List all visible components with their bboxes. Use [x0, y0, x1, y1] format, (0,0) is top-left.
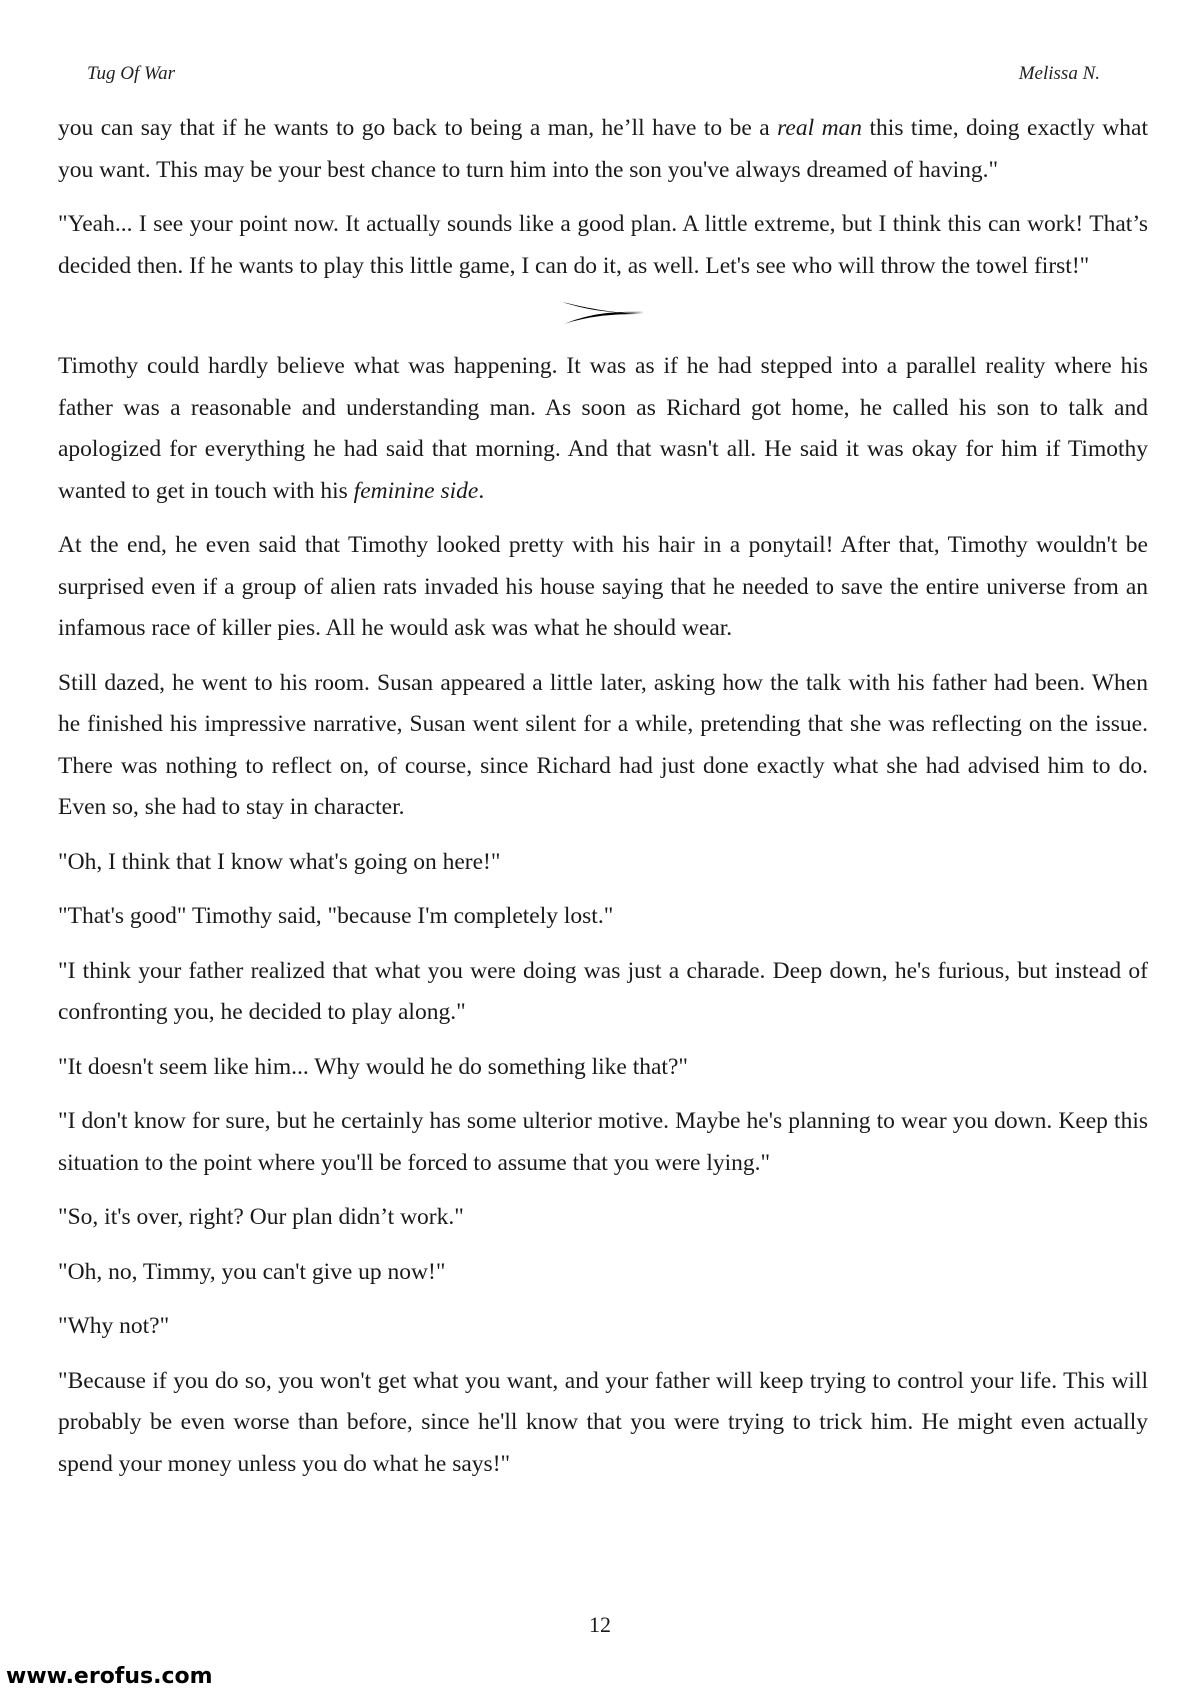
paragraph: "Why not?" — [58, 1313, 170, 1339]
paragraph: "It doesn't seem like him... Why would he do something like that?" — [58, 1053, 688, 1080]
paragraph: "I think your father realized that what you were doing was just a charade. Deep down, he's furious, but instead of confronting you, he decided to play along." — [58, 957, 1148, 1025]
scene-break-ornament — [560, 300, 646, 326]
paragraph: Timothy could hardly believe what was happening. It was as if he had stepped into a parallel reality where his father was a reasonable and understanding man. As soon as Richard got home, he called his son to talk and apologized for everything he had said that morning. And that wasn't all. He said it was okay for him if Timothy wanted to get in touch with his feminine side. — [58, 353, 1148, 504]
paragraph: "So, it's over, right? Our plan didn’t work." — [58, 1204, 464, 1230]
page-number: 12 — [589, 1612, 611, 1637]
paragraph: Still dazed, he went to his room. Susan appeared a little later, asking how the talk with his father had been. When he finished his impressive narrative, Susan went silent for a while, pretending that she was reflecting on the issue. There was nothing to reflect on, of course, since Richard had just done exactly what she had advised him to do. Even so, she had to stay in character. — [58, 669, 1148, 820]
paragraph: "That's good" Timothy said, "because I'm completely lost." — [58, 903, 614, 929]
paragraph: "Because if you do so, you won't get what you want, and your father will keep trying to control your life. This will probably be even worse than before, since he'll know that you were trying to trick him. He might even actually spend your money unless you do what he says!" — [58, 1367, 1148, 1477]
watermark: www.erofus.com — [6, 1664, 213, 1689]
running-header-author: Melissa N. — [1018, 63, 1100, 84]
paragraph: "Oh, no, Timmy, you can't give up now!" — [58, 1258, 446, 1285]
paragraph: "I don't know for sure, but he certainly has some ulterior motive. Maybe he's planning to wear you down. Keep this situation to the point where you'll be forced to assume that you were lying." — [58, 1108, 1148, 1176]
paragraph: "Oh, I think that I know what's going on here!" — [58, 848, 501, 875]
running-header-title: Tug Of War — [87, 63, 175, 84]
page-body — [58, 108, 1148, 1498]
paragraph: "Yeah... I see your point now. It actually sounds like a good plan. A little extreme, but I think this can work! That’s decided then. If he wants to play this little game, I can do it, as well. Let's see who will throw the towel first!" — [58, 211, 1148, 279]
paragraph: At the end, he even said that Timothy looked pretty with his hair in a ponytail! After that, Timothy wouldn't be surprised even if a group of alien rats invaded his house saying that he needed to save the entire universe from an infamous race of killer pies. All he would ask was what he should wear. — [58, 532, 1148, 641]
paragraph: you can say that if he wants to go back to being a man, he’ll have to be a real man this time, doing exactly what you want. This may be your best chance to turn him into the son you've always dreamed of having." — [58, 115, 1148, 183]
